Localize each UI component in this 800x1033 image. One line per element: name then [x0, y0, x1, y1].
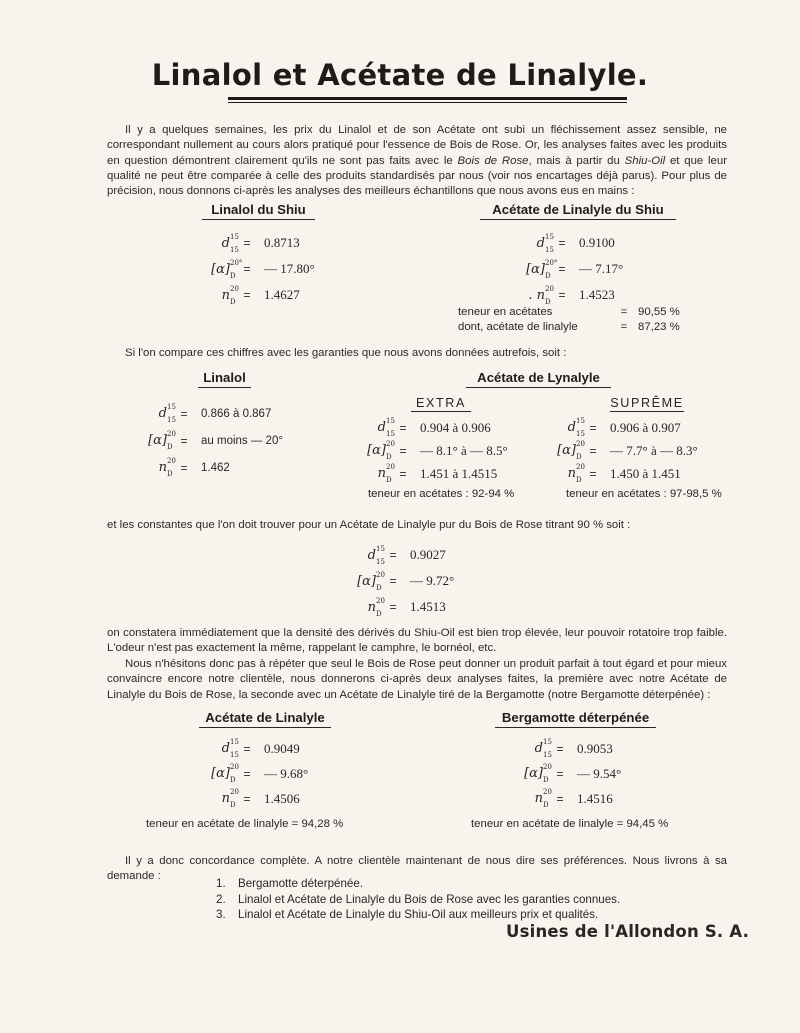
value: au moins — 20° — [201, 434, 283, 447]
linalol-guarantee-block — [198, 370, 251, 388]
equals-sign: = — [389, 600, 397, 614]
linalol-shiu-block — [202, 202, 315, 220]
table-row — [190, 256, 315, 282]
symbol: n 20 D — [567, 463, 585, 484]
conclusion-paragraph-2: Nous n'hésitons donc pas à répéter que seul le Bois de Rose peut donner un produit parfait à tout égard et pour mieux convaincre encore notre clientèle, nous donnerons ci-après deux analyses faites, la première avec notre Acétate de Linalyle du Bois de Rose, la seconde avec un Acétate de Linalyle tiré de la Bergamotte (notre Bergamotte déterpénée) : — [107, 658, 727, 701]
table-row — [346, 439, 508, 462]
table-row — [505, 230, 623, 256]
extra-block — [411, 396, 471, 412]
table-row — [127, 427, 283, 454]
equals-sign: = — [389, 548, 397, 562]
linalol-guarantee-heading: Linalol — [198, 370, 251, 388]
symbol: n 20 D — [221, 788, 239, 809]
equals-sign: = — [589, 443, 597, 458]
acetate-shiu-teneur: teneur en acétates = 90,55 % — [458, 306, 680, 318]
acetate-shiu-block — [480, 202, 676, 220]
acetate-linalyle-heading: Acétate de Linalyle — [199, 710, 331, 728]
equals-sign: = — [558, 236, 566, 250]
symbol: . n 20 D — [528, 284, 554, 306]
table-row — [503, 736, 621, 761]
table-row — [336, 568, 454, 594]
symbol: n 20 D — [534, 788, 552, 809]
table-row — [505, 282, 623, 308]
value: — 7.7° à — 8.3° — [610, 442, 698, 458]
table-row — [336, 594, 454, 620]
list-item: 3. Linalol et Acétate de Linalyle du Shiu-Oil aux meilleurs prix et qualités. — [216, 908, 599, 921]
table-row — [536, 462, 698, 485]
intro-paragraph — [107, 123, 727, 199]
symbol: [α] 20 D — [357, 570, 385, 592]
title-underline — [228, 97, 627, 103]
equals-sign: = — [180, 460, 188, 475]
list-item: 1. Bergamotte déterpénée. — [216, 877, 364, 890]
equals-sign: = — [243, 766, 251, 781]
table-row — [346, 462, 508, 485]
equals-sign: = — [180, 406, 188, 421]
supreme-table — [536, 416, 698, 485]
equals-sign: = — [556, 741, 564, 756]
table-row — [536, 416, 698, 439]
value: 0.9053 — [577, 740, 613, 756]
intro-bois-de-rose: Bois de Rose — [457, 154, 529, 167]
symbol: n 20 D — [221, 284, 239, 306]
symbol: n 20 D — [158, 457, 176, 478]
symbol: n 20 D — [367, 596, 385, 618]
value: 1.4506 — [264, 790, 300, 806]
table-row — [190, 230, 315, 256]
compare-paragraph: Si l'on compare ces chiffres avec les garanties que nous avons données autrefois, soit : — [125, 347, 567, 359]
pure-constants-table — [336, 542, 454, 620]
value: 1.462 — [201, 461, 230, 474]
linalol-guarantee-table — [127, 400, 283, 481]
equals-sign: = — [556, 791, 564, 806]
final-paragraph: Il y a donc concordance complète. A notre clientèle maintenant de nous dire ses préférences. Nous livrons à sa demande : — [107, 855, 727, 883]
equals-sign: = — [243, 791, 251, 806]
equals-sign: = — [243, 236, 251, 250]
symbol: [α] 20° D — [211, 258, 243, 280]
signature: Usines de l'Allondon S. A. — [506, 922, 750, 941]
equals-sign: = — [243, 288, 251, 302]
acetate-linalyle-teneur: teneur en acétate de linalyle = 94,28 % — [146, 818, 344, 830]
value: — 9.54° — [577, 765, 622, 781]
table-row — [536, 439, 698, 462]
bergamotte-table — [503, 736, 621, 811]
page-title: Linalol et Acétate de Linalyle. — [151, 58, 649, 92]
value: 1.451 à 1.4515 — [420, 465, 498, 481]
supreme-heading: SUPRÊME — [610, 396, 684, 410]
extra-heading: EXTRA — [411, 396, 471, 412]
table-row — [190, 786, 308, 811]
value: 0.9049 — [264, 740, 300, 756]
equals-sign: = — [180, 433, 188, 448]
acetate-lynalyle-block — [466, 370, 611, 388]
value: — 9.72° — [410, 573, 455, 588]
intro-text-2: , mais à partir du — [528, 154, 620, 167]
value: 0.9100 — [579, 235, 615, 250]
equals-sign: = — [389, 574, 397, 588]
symbol: d 15 15 — [367, 544, 385, 566]
symbol: d 15 15 — [567, 417, 585, 438]
equals-sign: = — [399, 443, 407, 458]
conclusion-paragraph-1: on constatera immédiatement que la densité des dérivés du Shiu-Oil est bien trop élevée, leur pouvoir rotatoire trop faible. L'odeur n'est pas exactement la même, rappelant le camphre, le bornéol, etc. — [107, 627, 727, 655]
symbol: [α] 20 D — [211, 763, 239, 784]
table-row — [190, 282, 315, 308]
equals-sign: = — [399, 420, 407, 435]
supreme-block — [610, 396, 684, 412]
symbol: d 15 15 — [536, 232, 554, 254]
equals-sign: = — [589, 466, 597, 481]
table-row — [190, 736, 308, 761]
linalol-shiu-table — [190, 230, 315, 308]
table-row — [336, 542, 454, 568]
symbol: n 20 D — [377, 463, 395, 484]
bergamotte-block — [495, 710, 656, 728]
value: 0.904 à 0.906 — [420, 419, 491, 435]
bergamotte-heading: Bergamotte déterpénée — [495, 710, 656, 728]
bergamotte-teneur: teneur en acétate de linalyle = 94,45 % — [471, 818, 669, 830]
acetate-shiu-heading: Acétate de Linalyle du Shiu — [480, 202, 676, 220]
symbol: d 15 15 — [534, 738, 552, 759]
symbol: d 15 15 — [221, 738, 239, 759]
acetate-shiu-dont: dont, acétate de linalyle = 87,23 % — [458, 321, 680, 333]
equals-sign: = — [243, 741, 251, 756]
equals-sign: = — [399, 466, 407, 481]
linalol-shiu-heading: Linalol du Shiu — [202, 202, 315, 220]
value: — 17.80° — [264, 261, 315, 276]
value: — 8.1° à — 8.5° — [420, 442, 508, 458]
equals-sign: = — [589, 420, 597, 435]
table-row — [127, 454, 283, 481]
table-row — [505, 256, 623, 282]
symbol: d 15 15 — [377, 417, 395, 438]
value: — 7.17° — [579, 261, 624, 276]
equals-sign: = — [558, 288, 566, 302]
equals-sign: = — [556, 766, 564, 781]
constants-paragraph: et les constantes que l'on doit trouver pour un Acétate de Linalyle pur du Bois de Rose titrant 90 % soit : — [107, 519, 631, 531]
list-item: 2. Linalol et Acétate de Linalyle du Bois de Rose avec les garanties connues. — [216, 892, 621, 906]
acetate-shiu-table — [505, 230, 623, 308]
product-list — [216, 876, 620, 923]
intro-text-1: Il y a quelques semaines, les prix du Linalol et de son Acétate ont subi un fléchissement assez sensible, ne correspondant nullement au cours alors pratiqué pour l'essence de Bois de Rose. Or, les analyses faites avec les produits en question démontrent clairement qu'ils ne sont pas faits avec le — [107, 124, 727, 167]
symbol: d 15 15 — [221, 232, 239, 254]
equals-sign: = — [243, 262, 251, 276]
value: — 9.68° — [264, 765, 309, 781]
symbol: [α] 20 D — [148, 430, 176, 451]
value: 1.4516 — [577, 790, 613, 806]
value: 0.866 à 0.867 — [201, 407, 272, 420]
symbol: [α] 20 D — [367, 440, 395, 461]
table-row — [190, 761, 308, 786]
table-row — [503, 786, 621, 811]
intro-shiu-oil: Shiu-Oil — [624, 154, 666, 167]
symbol: [α] 20° D — [526, 258, 558, 280]
supreme-teneur: teneur en acétates : 97-98,5 % — [566, 488, 722, 500]
acetate-lynalyle-heading: Acétate de Lynalyle — [466, 370, 611, 388]
value: 0.906 à 0.907 — [610, 419, 681, 435]
intro-text-3: et que leur qualité ne peut être comparée à celle des produits standardisés par nous (voir nos encartages déjà parus). Pour plus de précision, nous donnons ci-après les analyses des meilleurs échantillons que nous avons eus en mains : — [107, 154, 728, 198]
equals-sign: = — [558, 262, 566, 276]
value: 1.4627 — [264, 287, 300, 302]
table-row — [503, 761, 621, 786]
extra-table — [346, 416, 508, 485]
value: 1.450 à 1.451 — [610, 465, 681, 481]
value: 1.4523 — [579, 287, 615, 302]
value: 0.9027 — [410, 547, 446, 562]
value: 1.4513 — [410, 599, 446, 614]
extra-teneur: teneur en acétates : 92-94 % — [368, 488, 515, 500]
table-row — [127, 400, 283, 427]
symbol: d 15 15 — [158, 403, 176, 424]
acetate-linalyle-block — [199, 710, 331, 728]
symbol: [α] 20 D — [524, 763, 552, 784]
acetate-linalyle-table — [190, 736, 308, 811]
symbol: [α] 20 D — [557, 440, 585, 461]
table-row — [346, 416, 508, 439]
value: 0.8713 — [264, 235, 300, 250]
